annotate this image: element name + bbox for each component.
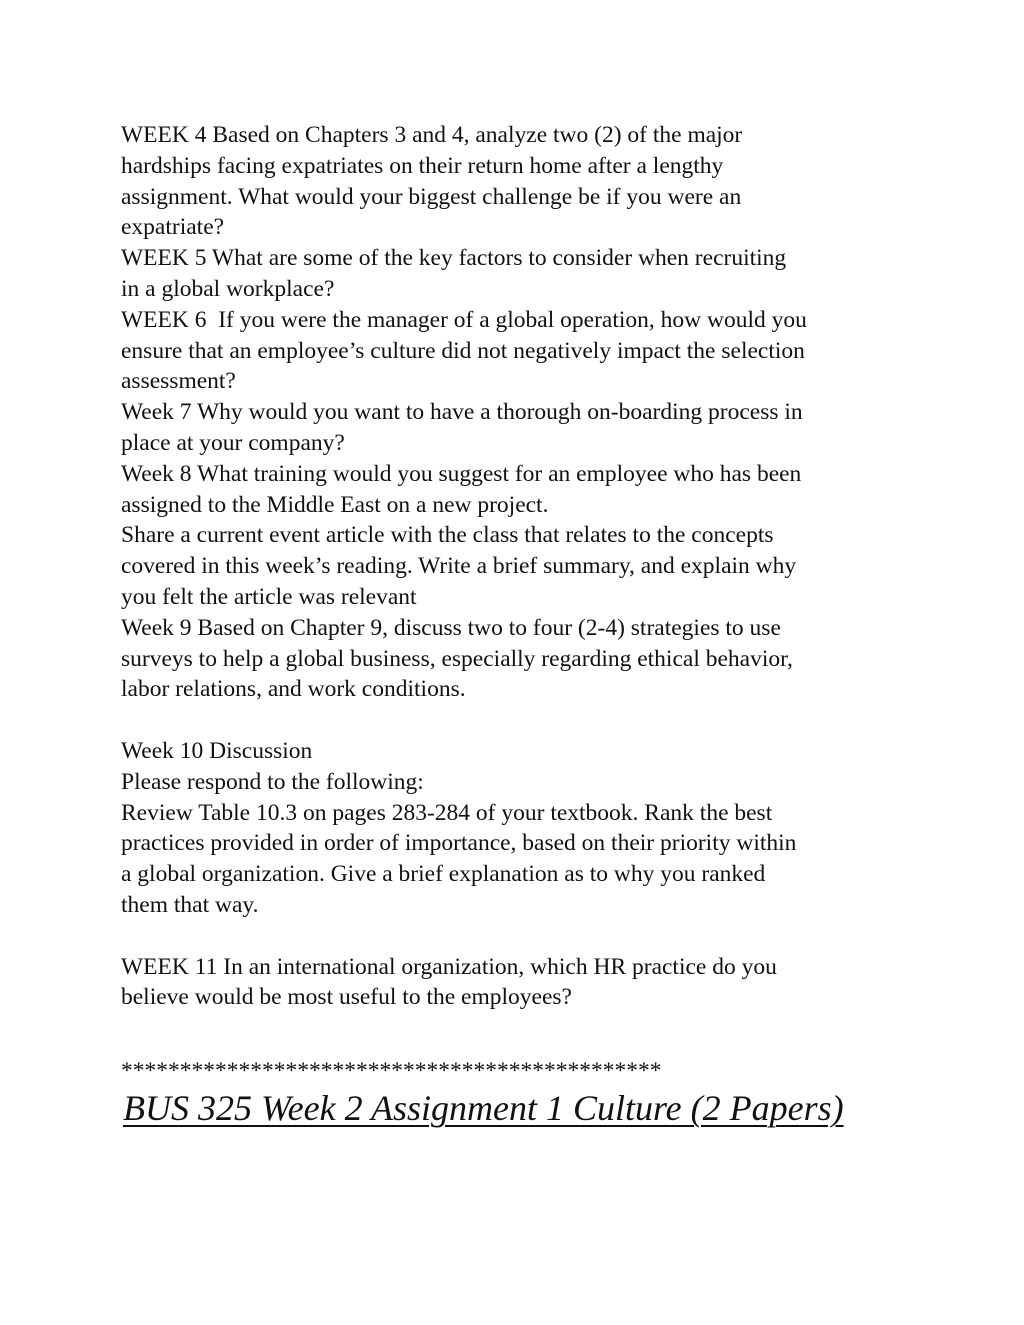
text-line: expatriate? xyxy=(121,214,225,241)
text-line: WEEK 6 If you were the manager of a global operation, how would you xyxy=(121,306,807,333)
document-page xyxy=(121,120,921,1131)
text-line: WEEK 11 In an international organization, which HR practice do you xyxy=(121,953,777,980)
text-line: Review Table 10.3 on pages 283-284 of your textbook. Rank the best xyxy=(121,799,773,826)
text-line: surveys to help a global business, especially regarding ethical behavior, xyxy=(121,645,793,672)
spacer xyxy=(121,1013,921,1059)
blank-line xyxy=(121,705,921,736)
text-line: Week 9 Based on Chapter 9, discuss two to four (2-4) strategies to use xyxy=(121,614,781,641)
text-line: labor relations, and work conditions. xyxy=(121,676,466,703)
text-line: place at your company? xyxy=(121,429,345,456)
text-line: hardships facing expatriates on their return home after a lengthy xyxy=(121,152,724,179)
text-line: covered in this week’s reading. Write a brief summary, and explain why xyxy=(121,553,797,580)
text-line: ensure that an employee’s culture did not negatively impact the selection xyxy=(121,337,805,364)
text-line: Week 7 Why would you want to have a thorough on-boarding process in xyxy=(121,399,803,426)
text-line: practices provided in order of importance, based on their priority within xyxy=(121,830,797,857)
text-line: them that way. xyxy=(121,891,259,918)
text-line: Please respond to the following: xyxy=(121,768,424,795)
text-line: assigned to the Middle East on a new project. xyxy=(121,491,549,518)
text-line: Share a current event article with the class that relates to the concepts xyxy=(121,522,774,549)
text-line: Week 10 Discussion xyxy=(121,737,313,764)
text-line: WEEK 5 What are some of the key factors to consider when recruiting xyxy=(121,245,787,272)
text-line: a global organization. Give a brief explanation as to why you ranked xyxy=(121,861,766,888)
blank-line xyxy=(121,921,921,952)
section-heading: BUS 325 Week 2 Assignment 1 Culture (2 Papers) xyxy=(123,1088,844,1129)
text-line: Week 8 What training would you suggest for an employee who has been xyxy=(121,460,802,487)
separator-stars: ********************************************** xyxy=(121,1058,662,1085)
text-line: assessment? xyxy=(121,368,236,395)
text-line: WEEK 4 Based on Chapters 3 and 4, analyze two (2) of the major xyxy=(121,122,743,148)
text-line: in a global workplace? xyxy=(121,275,335,302)
text-line: believe would be most useful to the employees? xyxy=(121,984,572,1011)
text-line: you felt the article was relevant xyxy=(121,583,417,610)
text-line: assignment. What would your biggest challenge be if you were an xyxy=(121,183,742,210)
